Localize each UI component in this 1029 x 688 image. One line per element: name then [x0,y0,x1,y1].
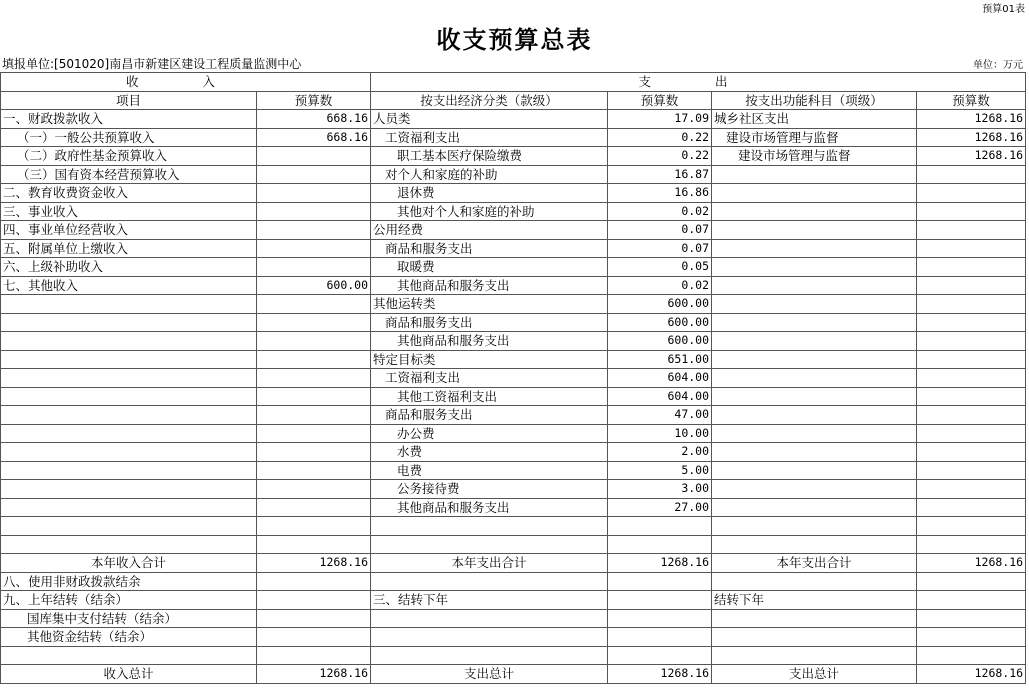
expense-func-item [712,406,917,425]
expense-econ-budget [608,646,712,665]
income-budget [257,369,371,388]
income-item: （二）政府性基金预算收入 [1,147,257,166]
expense-econ-budget: 16.86 [608,184,712,203]
table-row [1,313,1026,332]
reporting-unit: 填报单位:[501020]南昌市新建区建设工程质量监测中心 [2,57,302,71]
expense-func-budget [917,313,1026,332]
expense-econ-budget: 16.87 [608,165,712,184]
expense-func-item [712,276,917,295]
table-row [1,554,1026,573]
income-item [1,498,257,517]
col-header-function: 按支出功能科目（项级） [712,91,917,110]
income-section-header: 收 入 [1,73,371,92]
table-row [1,535,1026,554]
income-budget [257,628,371,647]
expense-econ-item [371,535,608,554]
income-budget [257,202,371,221]
income-item [1,646,257,665]
table-row [1,128,1026,147]
table-row [1,276,1026,295]
expense-econ-item: 退休费 [371,184,608,203]
expense-econ-item: 本年支出合计 [371,554,608,573]
income-budget [257,221,371,240]
income-budget [257,443,371,462]
income-item: 五、附属单位上缴收入 [1,239,257,258]
income-item [1,443,257,462]
table-row [1,572,1026,591]
income-item: 八、使用非财政拨款结余 [1,572,257,591]
col-header-budget: 预算数 [608,91,712,110]
table-row [1,110,1026,129]
expense-func-item [712,313,917,332]
expense-econ-item: 特定目标类 [371,350,608,369]
expense-econ-budget [608,591,712,610]
expense-econ-budget: 3.00 [608,480,712,499]
expense-econ-item: 商品和服务支出 [371,239,608,258]
expense-econ-budget: 600.00 [608,332,712,351]
income-item: 收入总计 [1,665,257,684]
income-budget: 1268.16 [257,665,371,684]
expense-func-item [712,202,917,221]
income-item [1,350,257,369]
expense-func-item: 本年支出合计 [712,554,917,573]
expense-econ-budget: 0.02 [608,276,712,295]
expense-econ-item: 其他对个人和家庭的补助 [371,202,608,221]
expense-section-header: 支 出 [371,73,1026,92]
expense-func-budget [917,517,1026,536]
income-budget: 668.16 [257,128,371,147]
table-row [1,221,1026,240]
table-row [1,387,1026,406]
expense-econ-item: 其他运转类 [371,295,608,314]
income-budget [257,498,371,517]
expense-econ-item [371,628,608,647]
table-row [1,332,1026,351]
expense-func-budget [917,628,1026,647]
expense-func-budget [917,276,1026,295]
table-row [1,628,1026,647]
expense-func-budget [917,646,1026,665]
column-header-row [1,91,1026,110]
expense-func-budget [917,498,1026,517]
expense-func-budget [917,202,1026,221]
income-budget [257,406,371,425]
page-title: 收支预算总表 [436,25,593,54]
expense-func-budget: 1268.16 [917,128,1026,147]
col-header-item: 项目 [1,91,257,110]
income-budget [257,646,371,665]
table-row [1,165,1026,184]
expense-func-budget [917,424,1026,443]
expense-econ-item: 商品和服务支出 [371,313,608,332]
budget-table [0,72,1026,684]
expense-func-item: 支出总计 [712,665,917,684]
expense-func-budget [917,609,1026,628]
table-row [1,147,1026,166]
expense-func-item [712,387,917,406]
expense-func-item [712,443,917,462]
expense-econ-item [371,572,608,591]
expense-econ-budget: 0.22 [608,147,712,166]
income-item [1,424,257,443]
table-row [1,350,1026,369]
table-row [1,609,1026,628]
income-item: （一）一般公共预算收入 [1,128,257,147]
expense-econ-budget: 600.00 [608,313,712,332]
income-item: 四、事业单位经营收入 [1,221,257,240]
income-item [1,332,257,351]
income-item [1,535,257,554]
income-budget [257,424,371,443]
income-budget: 668.16 [257,110,371,129]
expense-func-item [712,609,917,628]
income-budget [257,350,371,369]
expense-func-budget [917,480,1026,499]
income-budget [257,591,371,610]
unit-label: 单位：万元 [973,60,1023,71]
expense-econ-budget: 651.00 [608,350,712,369]
expense-econ-budget [608,572,712,591]
expense-econ-budget [608,535,712,554]
expense-econ-budget: 0.05 [608,258,712,277]
income-item: 九、上年结转（结余） [1,591,257,610]
income-item: 七、其他收入 [1,276,257,295]
table-row [1,461,1026,480]
expense-econ-item: 其他商品和服务支出 [371,276,608,295]
expense-econ-item [371,517,608,536]
table-row [1,443,1026,462]
expense-func-budget [917,258,1026,277]
income-budget [257,295,371,314]
expense-econ-item: 水费 [371,443,608,462]
expense-func-item [712,628,917,647]
income-budget [257,609,371,628]
expense-func-budget [917,572,1026,591]
income-item [1,480,257,499]
income-budget [257,239,371,258]
expense-econ-budget: 0.07 [608,221,712,240]
income-item: 三、事业收入 [1,202,257,221]
income-budget [257,147,371,166]
form-code-label: 预算01表 [982,4,1025,15]
expense-econ-budget: 604.00 [608,369,712,388]
income-budget [257,258,371,277]
expense-func-item: 建设市场管理与监督 [712,147,917,166]
income-budget [257,165,371,184]
income-budget: 600.00 [257,276,371,295]
expense-econ-item: 人员类 [371,110,608,129]
section-header-row [1,73,1026,92]
table-row [1,646,1026,665]
expense-func-item [712,239,917,258]
table-row [1,517,1026,536]
table-row [1,202,1026,221]
expense-func-budget [917,443,1026,462]
expense-func-budget [917,369,1026,388]
expense-func-item: 结转下年 [712,591,917,610]
expense-econ-budget: 5.00 [608,461,712,480]
table-row [1,498,1026,517]
expense-func-item [712,369,917,388]
col-header-economic: 按支出经济分类（款级） [371,91,608,110]
expense-func-budget [917,184,1026,203]
expense-func-item: 建设市场管理与监督 [712,128,917,147]
income-budget [257,313,371,332]
income-budget: 1268.16 [257,554,371,573]
expense-econ-item: 工资福利支出 [371,128,608,147]
expense-func-item [712,572,917,591]
expense-econ-budget: 1268.16 [608,554,712,573]
table-row [1,369,1026,388]
expense-econ-budget: 27.00 [608,498,712,517]
income-item: （三）国有资本经营预算收入 [1,165,257,184]
income-budget [257,480,371,499]
income-budget [257,572,371,591]
table-row [1,184,1026,203]
income-budget [257,461,371,480]
expense-func-item [712,332,917,351]
expense-func-item [712,165,917,184]
expense-func-budget: 1268.16 [917,110,1026,129]
expense-func-item [712,424,917,443]
expense-econ-item: 工资福利支出 [371,369,608,388]
expense-func-budget [917,406,1026,425]
expense-econ-budget: 2.00 [608,443,712,462]
income-item: 二、教育收费资金收入 [1,184,257,203]
table-row [1,295,1026,314]
table-row [1,239,1026,258]
expense-econ-item: 取暖费 [371,258,608,277]
expense-func-item [712,646,917,665]
income-item [1,461,257,480]
income-budget [257,535,371,554]
expense-econ-item: 职工基本医疗保险缴费 [371,147,608,166]
expense-econ-budget: 0.02 [608,202,712,221]
table-row [1,258,1026,277]
expense-econ-budget: 0.07 [608,239,712,258]
expense-econ-budget [608,609,712,628]
income-item: 国库集中支付结转（结余） [1,609,257,628]
expense-econ-item: 其他商品和服务支出 [371,332,608,351]
expense-func-item [712,295,917,314]
expense-func-budget: 1268.16 [917,554,1026,573]
income-item: 一、财政拨款收入 [1,110,257,129]
expense-econ-item: 支出总计 [371,665,608,684]
expense-func-item [712,461,917,480]
expense-func-item [712,258,917,277]
expense-func-item [712,498,917,517]
expense-func-budget [917,387,1026,406]
income-item: 其他资金结转（结余） [1,628,257,647]
expense-func-item [712,350,917,369]
expense-econ-item: 对个人和家庭的补助 [371,165,608,184]
expense-func-item [712,517,917,536]
expense-econ-item: 三、结转下年 [371,591,608,610]
expense-econ-item: 公务接待费 [371,480,608,499]
expense-func-budget [917,350,1026,369]
expense-func-budget: 1268.16 [917,147,1026,166]
expense-econ-budget: 47.00 [608,406,712,425]
expense-econ-item: 其他工资福利支出 [371,387,608,406]
income-item [1,369,257,388]
expense-econ-budget: 10.00 [608,424,712,443]
col-header-budget: 预算数 [917,91,1026,110]
col-header-budget: 预算数 [257,91,371,110]
table-row [1,406,1026,425]
expense-func-budget [917,165,1026,184]
income-item: 本年收入合计 [1,554,257,573]
income-budget [257,387,371,406]
expense-econ-budget: 600.00 [608,295,712,314]
table-row [1,665,1026,684]
expense-func-budget [917,239,1026,258]
expense-econ-item: 办公费 [371,424,608,443]
expense-func-budget [917,591,1026,610]
expense-func-budget [917,535,1026,554]
income-item [1,387,257,406]
expense-econ-item: 其他商品和服务支出 [371,498,608,517]
expense-func-item [712,535,917,554]
income-item [1,295,257,314]
expense-func-item [712,221,917,240]
income-item [1,406,257,425]
expense-econ-item: 电费 [371,461,608,480]
expense-econ-budget: 0.22 [608,128,712,147]
expense-econ-item [371,646,608,665]
expense-econ-item: 商品和服务支出 [371,406,608,425]
expense-econ-budget [608,628,712,647]
expense-econ-budget: 1268.16 [608,665,712,684]
expense-func-item [712,480,917,499]
table-row [1,424,1026,443]
expense-func-item: 城乡社区支出 [712,110,917,129]
income-budget [257,517,371,536]
expense-econ-item [371,609,608,628]
expense-econ-budget: 604.00 [608,387,712,406]
income-item [1,517,257,536]
expense-func-budget [917,295,1026,314]
expense-func-budget [917,221,1026,240]
expense-func-budget [917,461,1026,480]
expense-econ-budget: 17.09 [608,110,712,129]
expense-func-budget: 1268.16 [917,665,1026,684]
income-budget [257,184,371,203]
table-row [1,480,1026,499]
expense-econ-budget [608,517,712,536]
expense-econ-item: 公用经费 [371,221,608,240]
income-item: 六、上级补助收入 [1,258,257,277]
expense-func-budget [917,332,1026,351]
income-item [1,313,257,332]
table-row [1,591,1026,610]
income-budget [257,332,371,351]
expense-func-item [712,184,917,203]
